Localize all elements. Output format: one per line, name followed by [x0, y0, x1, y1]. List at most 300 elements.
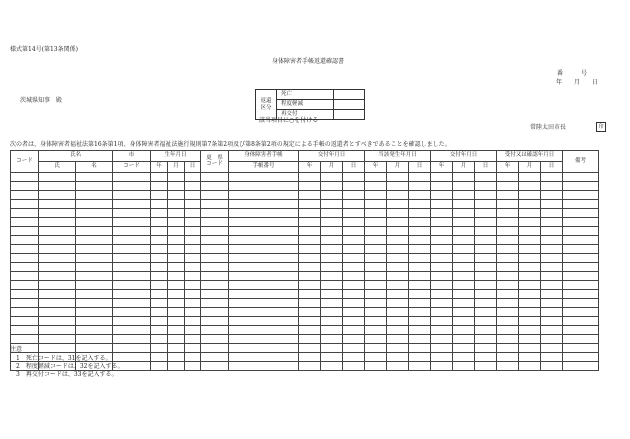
- table-cell[interactable]: [365, 236, 387, 245]
- table-cell[interactable]: [168, 326, 185, 335]
- table-cell[interactable]: [185, 173, 201, 182]
- table-cell[interactable]: [541, 317, 563, 326]
- table-cell[interactable]: [229, 263, 299, 272]
- table-cell[interactable]: [299, 290, 321, 299]
- table-cell[interactable]: [113, 299, 151, 308]
- table-cell[interactable]: [39, 218, 76, 227]
- table-cell[interactable]: [475, 299, 497, 308]
- table-cell[interactable]: [168, 209, 185, 218]
- table-cell[interactable]: [431, 362, 453, 371]
- table-cell[interactable]: [431, 263, 453, 272]
- table-cell[interactable]: [168, 281, 185, 290]
- table-cell[interactable]: [201, 227, 229, 236]
- table-cell[interactable]: [409, 245, 431, 254]
- table-cell[interactable]: [475, 209, 497, 218]
- table-cell[interactable]: [11, 326, 39, 335]
- table-cell[interactable]: [343, 227, 365, 236]
- table-cell[interactable]: [151, 236, 168, 245]
- table-cell[interactable]: [201, 182, 229, 191]
- table-cell[interactable]: [168, 272, 185, 281]
- table-cell[interactable]: [39, 173, 76, 182]
- table-cell[interactable]: [343, 218, 365, 227]
- table-cell[interactable]: [168, 308, 185, 317]
- table-cell[interactable]: [453, 353, 475, 362]
- table-cell[interactable]: [39, 254, 76, 263]
- table-cell[interactable]: [409, 326, 431, 335]
- table-cell[interactable]: [563, 362, 599, 371]
- table-cell[interactable]: [113, 245, 151, 254]
- table-cell[interactable]: [151, 200, 168, 209]
- table-cell[interactable]: [387, 308, 409, 317]
- table-cell[interactable]: [563, 335, 599, 344]
- table-cell[interactable]: [541, 308, 563, 317]
- table-cell[interactable]: [563, 173, 599, 182]
- table-cell[interactable]: [497, 200, 519, 209]
- table-cell[interactable]: [76, 344, 113, 353]
- table-cell[interactable]: [321, 227, 343, 236]
- table-cell[interactable]: [229, 182, 299, 191]
- table-cell[interactable]: [453, 326, 475, 335]
- table-cell[interactable]: [475, 218, 497, 227]
- table-cell[interactable]: [229, 326, 299, 335]
- table-cell[interactable]: [343, 353, 365, 362]
- table-cell[interactable]: [365, 254, 387, 263]
- table-cell[interactable]: [321, 290, 343, 299]
- table-cell[interactable]: [185, 200, 201, 209]
- table-cell[interactable]: [11, 335, 39, 344]
- table-cell[interactable]: [321, 344, 343, 353]
- table-cell[interactable]: [519, 173, 541, 182]
- table-cell[interactable]: [497, 218, 519, 227]
- table-cell[interactable]: [343, 326, 365, 335]
- table-cell[interactable]: [185, 227, 201, 236]
- table-cell[interactable]: [343, 236, 365, 245]
- table-cell[interactable]: [151, 173, 168, 182]
- table-cell[interactable]: [563, 308, 599, 317]
- table-cell[interactable]: [497, 299, 519, 308]
- table-cell[interactable]: [113, 227, 151, 236]
- table-cell[interactable]: [39, 227, 76, 236]
- table-cell[interactable]: [453, 254, 475, 263]
- table-cell[interactable]: [563, 344, 599, 353]
- table-cell[interactable]: [541, 218, 563, 227]
- table-cell[interactable]: [185, 254, 201, 263]
- table-cell[interactable]: [541, 272, 563, 281]
- table-cell[interactable]: [431, 173, 453, 182]
- table-cell[interactable]: [229, 209, 299, 218]
- table-cell[interactable]: [519, 353, 541, 362]
- table-cell[interactable]: [76, 245, 113, 254]
- table-cell[interactable]: [76, 182, 113, 191]
- table-cell[interactable]: [185, 326, 201, 335]
- table-cell[interactable]: [168, 218, 185, 227]
- table-cell[interactable]: [387, 272, 409, 281]
- table-cell[interactable]: [475, 290, 497, 299]
- table-cell[interactable]: [453, 191, 475, 200]
- table-cell[interactable]: [201, 173, 229, 182]
- table-cell[interactable]: [497, 281, 519, 290]
- table-cell[interactable]: [343, 290, 365, 299]
- table-cell[interactable]: [563, 245, 599, 254]
- table-cell[interactable]: [519, 299, 541, 308]
- table-cell[interactable]: [168, 182, 185, 191]
- table-cell[interactable]: [321, 353, 343, 362]
- table-cell[interactable]: [39, 281, 76, 290]
- table-cell[interactable]: [387, 236, 409, 245]
- table-cell[interactable]: [519, 263, 541, 272]
- table-cell[interactable]: [497, 227, 519, 236]
- table-cell[interactable]: [475, 254, 497, 263]
- table-cell[interactable]: [185, 236, 201, 245]
- table-cell[interactable]: [453, 362, 475, 371]
- table-cell[interactable]: [563, 326, 599, 335]
- table-cell[interactable]: [11, 299, 39, 308]
- table-cell[interactable]: [11, 236, 39, 245]
- table-cell[interactable]: [343, 272, 365, 281]
- table-cell[interactable]: [201, 326, 229, 335]
- table-cell[interactable]: [409, 362, 431, 371]
- table-cell[interactable]: [475, 281, 497, 290]
- table-cell[interactable]: [168, 236, 185, 245]
- table-cell[interactable]: [39, 344, 76, 353]
- table-cell[interactable]: [299, 362, 321, 371]
- table-cell[interactable]: [453, 200, 475, 209]
- table-cell[interactable]: [563, 191, 599, 200]
- table-cell[interactable]: [453, 290, 475, 299]
- table-cell[interactable]: [185, 263, 201, 272]
- table-cell[interactable]: [409, 191, 431, 200]
- table-cell[interactable]: [76, 317, 113, 326]
- table-cell[interactable]: [453, 209, 475, 218]
- table-cell[interactable]: [387, 281, 409, 290]
- table-cell[interactable]: [321, 173, 343, 182]
- table-cell[interactable]: [229, 191, 299, 200]
- table-cell[interactable]: [113, 200, 151, 209]
- table-cell[interactable]: [151, 353, 168, 362]
- table-cell[interactable]: [431, 227, 453, 236]
- table-cell[interactable]: [475, 182, 497, 191]
- table-cell[interactable]: [168, 344, 185, 353]
- table-cell[interactable]: [11, 218, 39, 227]
- table-cell[interactable]: [453, 245, 475, 254]
- table-cell[interactable]: [563, 272, 599, 281]
- table-cell[interactable]: [453, 173, 475, 182]
- table-cell[interactable]: [185, 182, 201, 191]
- table-cell[interactable]: [76, 191, 113, 200]
- table-cell[interactable]: [201, 299, 229, 308]
- table-cell[interactable]: [229, 308, 299, 317]
- table-cell[interactable]: [299, 308, 321, 317]
- table-cell[interactable]: [321, 317, 343, 326]
- table-cell[interactable]: [365, 335, 387, 344]
- table-cell[interactable]: [321, 299, 343, 308]
- table-cell[interactable]: [76, 173, 113, 182]
- table-cell[interactable]: [321, 218, 343, 227]
- table-cell[interactable]: [201, 290, 229, 299]
- table-cell[interactable]: [168, 173, 185, 182]
- table-cell[interactable]: [185, 317, 201, 326]
- table-cell[interactable]: [11, 182, 39, 191]
- table-cell[interactable]: [365, 227, 387, 236]
- table-cell[interactable]: [321, 200, 343, 209]
- table-cell[interactable]: [229, 173, 299, 182]
- table-cell[interactable]: [201, 209, 229, 218]
- table-cell[interactable]: [168, 227, 185, 236]
- table-cell[interactable]: [365, 344, 387, 353]
- table-cell[interactable]: [299, 299, 321, 308]
- table-cell[interactable]: [475, 308, 497, 317]
- table-cell[interactable]: [229, 200, 299, 209]
- table-cell[interactable]: [519, 362, 541, 371]
- table-cell[interactable]: [11, 254, 39, 263]
- table-cell[interactable]: [229, 236, 299, 245]
- table-cell[interactable]: [541, 245, 563, 254]
- table-cell[interactable]: [497, 254, 519, 263]
- table-cell[interactable]: [475, 344, 497, 353]
- table-cell[interactable]: [299, 191, 321, 200]
- table-cell[interactable]: [387, 200, 409, 209]
- table-cell[interactable]: [76, 263, 113, 272]
- table-cell[interactable]: [541, 236, 563, 245]
- table-cell[interactable]: [113, 308, 151, 317]
- table-cell[interactable]: [519, 317, 541, 326]
- table-cell[interactable]: [11, 272, 39, 281]
- table-cell[interactable]: [201, 236, 229, 245]
- table-cell[interactable]: [387, 173, 409, 182]
- table-cell[interactable]: [201, 200, 229, 209]
- table-cell[interactable]: [113, 353, 151, 362]
- table-cell[interactable]: [343, 281, 365, 290]
- table-cell[interactable]: [321, 191, 343, 200]
- table-cell[interactable]: [201, 281, 229, 290]
- table-cell[interactable]: [229, 227, 299, 236]
- table-cell[interactable]: [409, 209, 431, 218]
- table-cell[interactable]: [387, 254, 409, 263]
- table-cell[interactable]: [431, 317, 453, 326]
- table-cell[interactable]: [431, 272, 453, 281]
- table-cell[interactable]: [453, 308, 475, 317]
- table-cell[interactable]: [497, 182, 519, 191]
- table-cell[interactable]: [519, 200, 541, 209]
- table-cell[interactable]: [365, 272, 387, 281]
- table-cell[interactable]: [229, 254, 299, 263]
- table-cell[interactable]: [168, 200, 185, 209]
- table-cell[interactable]: [497, 326, 519, 335]
- table-cell[interactable]: [201, 263, 229, 272]
- table-cell[interactable]: [431, 335, 453, 344]
- table-cell[interactable]: [541, 335, 563, 344]
- table-cell[interactable]: [563, 281, 599, 290]
- table-cell[interactable]: [475, 200, 497, 209]
- table-cell[interactable]: [343, 209, 365, 218]
- table-cell[interactable]: [76, 209, 113, 218]
- table-cell[interactable]: [151, 290, 168, 299]
- table-cell[interactable]: [168, 299, 185, 308]
- table-cell[interactable]: [409, 200, 431, 209]
- table-cell[interactable]: [39, 290, 76, 299]
- table-cell[interactable]: [113, 254, 151, 263]
- table-cell[interactable]: [365, 326, 387, 335]
- table-cell[interactable]: [113, 218, 151, 227]
- table-cell[interactable]: [519, 344, 541, 353]
- table-cell[interactable]: [151, 326, 168, 335]
- table-cell[interactable]: [299, 218, 321, 227]
- table-cell[interactable]: [321, 335, 343, 344]
- table-cell[interactable]: [387, 317, 409, 326]
- table-cell[interactable]: [168, 245, 185, 254]
- table-cell[interactable]: [409, 182, 431, 191]
- table-cell[interactable]: [475, 317, 497, 326]
- table-cell[interactable]: [11, 308, 39, 317]
- table-cell[interactable]: [519, 290, 541, 299]
- table-cell[interactable]: [541, 353, 563, 362]
- table-cell[interactable]: [151, 209, 168, 218]
- table-cell[interactable]: [409, 344, 431, 353]
- table-cell[interactable]: [151, 182, 168, 191]
- table-cell[interactable]: [185, 335, 201, 344]
- table-cell[interactable]: [453, 236, 475, 245]
- table-cell[interactable]: [453, 218, 475, 227]
- table-cell[interactable]: [151, 281, 168, 290]
- table-cell[interactable]: [497, 173, 519, 182]
- table-cell[interactable]: [168, 353, 185, 362]
- table-cell[interactable]: [431, 344, 453, 353]
- table-cell[interactable]: [201, 362, 229, 371]
- table-cell[interactable]: [497, 344, 519, 353]
- table-cell[interactable]: [409, 281, 431, 290]
- table-cell[interactable]: [151, 299, 168, 308]
- table-cell[interactable]: [453, 263, 475, 272]
- table-cell[interactable]: [321, 272, 343, 281]
- table-cell[interactable]: [365, 263, 387, 272]
- table-cell[interactable]: [113, 236, 151, 245]
- table-cell[interactable]: [387, 362, 409, 371]
- table-cell[interactable]: [11, 317, 39, 326]
- table-cell[interactable]: [11, 200, 39, 209]
- table-cell[interactable]: [409, 173, 431, 182]
- table-cell[interactable]: [365, 209, 387, 218]
- table-cell[interactable]: [409, 353, 431, 362]
- table-cell[interactable]: [151, 254, 168, 263]
- table-cell[interactable]: [453, 335, 475, 344]
- table-cell[interactable]: [343, 344, 365, 353]
- table-cell[interactable]: [185, 191, 201, 200]
- table-cell[interactable]: [563, 227, 599, 236]
- table-cell[interactable]: [343, 182, 365, 191]
- table-cell[interactable]: [343, 335, 365, 344]
- table-cell[interactable]: [387, 182, 409, 191]
- table-cell[interactable]: [39, 263, 76, 272]
- table-cell[interactable]: [76, 218, 113, 227]
- table-cell[interactable]: [39, 299, 76, 308]
- table-cell[interactable]: [387, 209, 409, 218]
- table-cell[interactable]: [321, 245, 343, 254]
- table-cell[interactable]: [409, 290, 431, 299]
- table-cell[interactable]: [76, 236, 113, 245]
- table-cell[interactable]: [387, 245, 409, 254]
- table-cell[interactable]: [497, 362, 519, 371]
- table-cell[interactable]: [201, 317, 229, 326]
- table-cell[interactable]: [321, 362, 343, 371]
- table-cell[interactable]: [453, 227, 475, 236]
- table-cell[interactable]: [409, 254, 431, 263]
- table-cell[interactable]: [519, 308, 541, 317]
- table-cell[interactable]: [519, 281, 541, 290]
- table-cell[interactable]: [11, 173, 39, 182]
- table-cell[interactable]: [365, 290, 387, 299]
- table-cell[interactable]: [185, 245, 201, 254]
- table-cell[interactable]: [229, 335, 299, 344]
- table-cell[interactable]: [39, 272, 76, 281]
- table-cell[interactable]: [387, 218, 409, 227]
- table-cell[interactable]: [365, 200, 387, 209]
- table-cell[interactable]: [299, 263, 321, 272]
- table-cell[interactable]: [168, 290, 185, 299]
- table-cell[interactable]: [519, 218, 541, 227]
- table-cell[interactable]: [321, 281, 343, 290]
- table-cell[interactable]: [201, 308, 229, 317]
- table-cell[interactable]: [76, 227, 113, 236]
- table-cell[interactable]: [409, 263, 431, 272]
- table-cell[interactable]: [387, 263, 409, 272]
- table-cell[interactable]: [343, 263, 365, 272]
- table-cell[interactable]: [519, 236, 541, 245]
- table-cell[interactable]: [185, 299, 201, 308]
- table-cell[interactable]: [541, 344, 563, 353]
- table-cell[interactable]: [11, 227, 39, 236]
- table-cell[interactable]: [343, 200, 365, 209]
- option-death-mark[interactable]: [334, 90, 365, 100]
- table-cell[interactable]: [343, 362, 365, 371]
- table-cell[interactable]: [299, 236, 321, 245]
- table-cell[interactable]: [185, 290, 201, 299]
- table-cell[interactable]: [431, 281, 453, 290]
- table-cell[interactable]: [185, 272, 201, 281]
- table-cell[interactable]: [409, 308, 431, 317]
- table-cell[interactable]: [201, 254, 229, 263]
- table-cell[interactable]: [321, 308, 343, 317]
- table-cell[interactable]: [365, 218, 387, 227]
- table-cell[interactable]: [563, 209, 599, 218]
- table-cell[interactable]: [541, 200, 563, 209]
- table-cell[interactable]: [409, 227, 431, 236]
- table-cell[interactable]: [519, 245, 541, 254]
- table-cell[interactable]: [541, 182, 563, 191]
- table-cell[interactable]: [299, 254, 321, 263]
- table-cell[interactable]: [151, 218, 168, 227]
- table-cell[interactable]: [299, 182, 321, 191]
- table-cell[interactable]: [453, 317, 475, 326]
- option-degree-reduction-mark[interactable]: [334, 100, 365, 110]
- table-cell[interactable]: [299, 209, 321, 218]
- table-cell[interactable]: [563, 182, 599, 191]
- table-cell[interactable]: [475, 326, 497, 335]
- table-cell[interactable]: [365, 308, 387, 317]
- table-cell[interactable]: [229, 218, 299, 227]
- table-cell[interactable]: [519, 191, 541, 200]
- table-cell[interactable]: [563, 299, 599, 308]
- table-cell[interactable]: [343, 173, 365, 182]
- table-cell[interactable]: [497, 290, 519, 299]
- table-cell[interactable]: [11, 281, 39, 290]
- table-cell[interactable]: [113, 272, 151, 281]
- table-cell[interactable]: [76, 326, 113, 335]
- table-cell[interactable]: [343, 191, 365, 200]
- table-cell[interactable]: [519, 272, 541, 281]
- table-cell[interactable]: [365, 173, 387, 182]
- table-cell[interactable]: [11, 290, 39, 299]
- table-cell[interactable]: [76, 308, 113, 317]
